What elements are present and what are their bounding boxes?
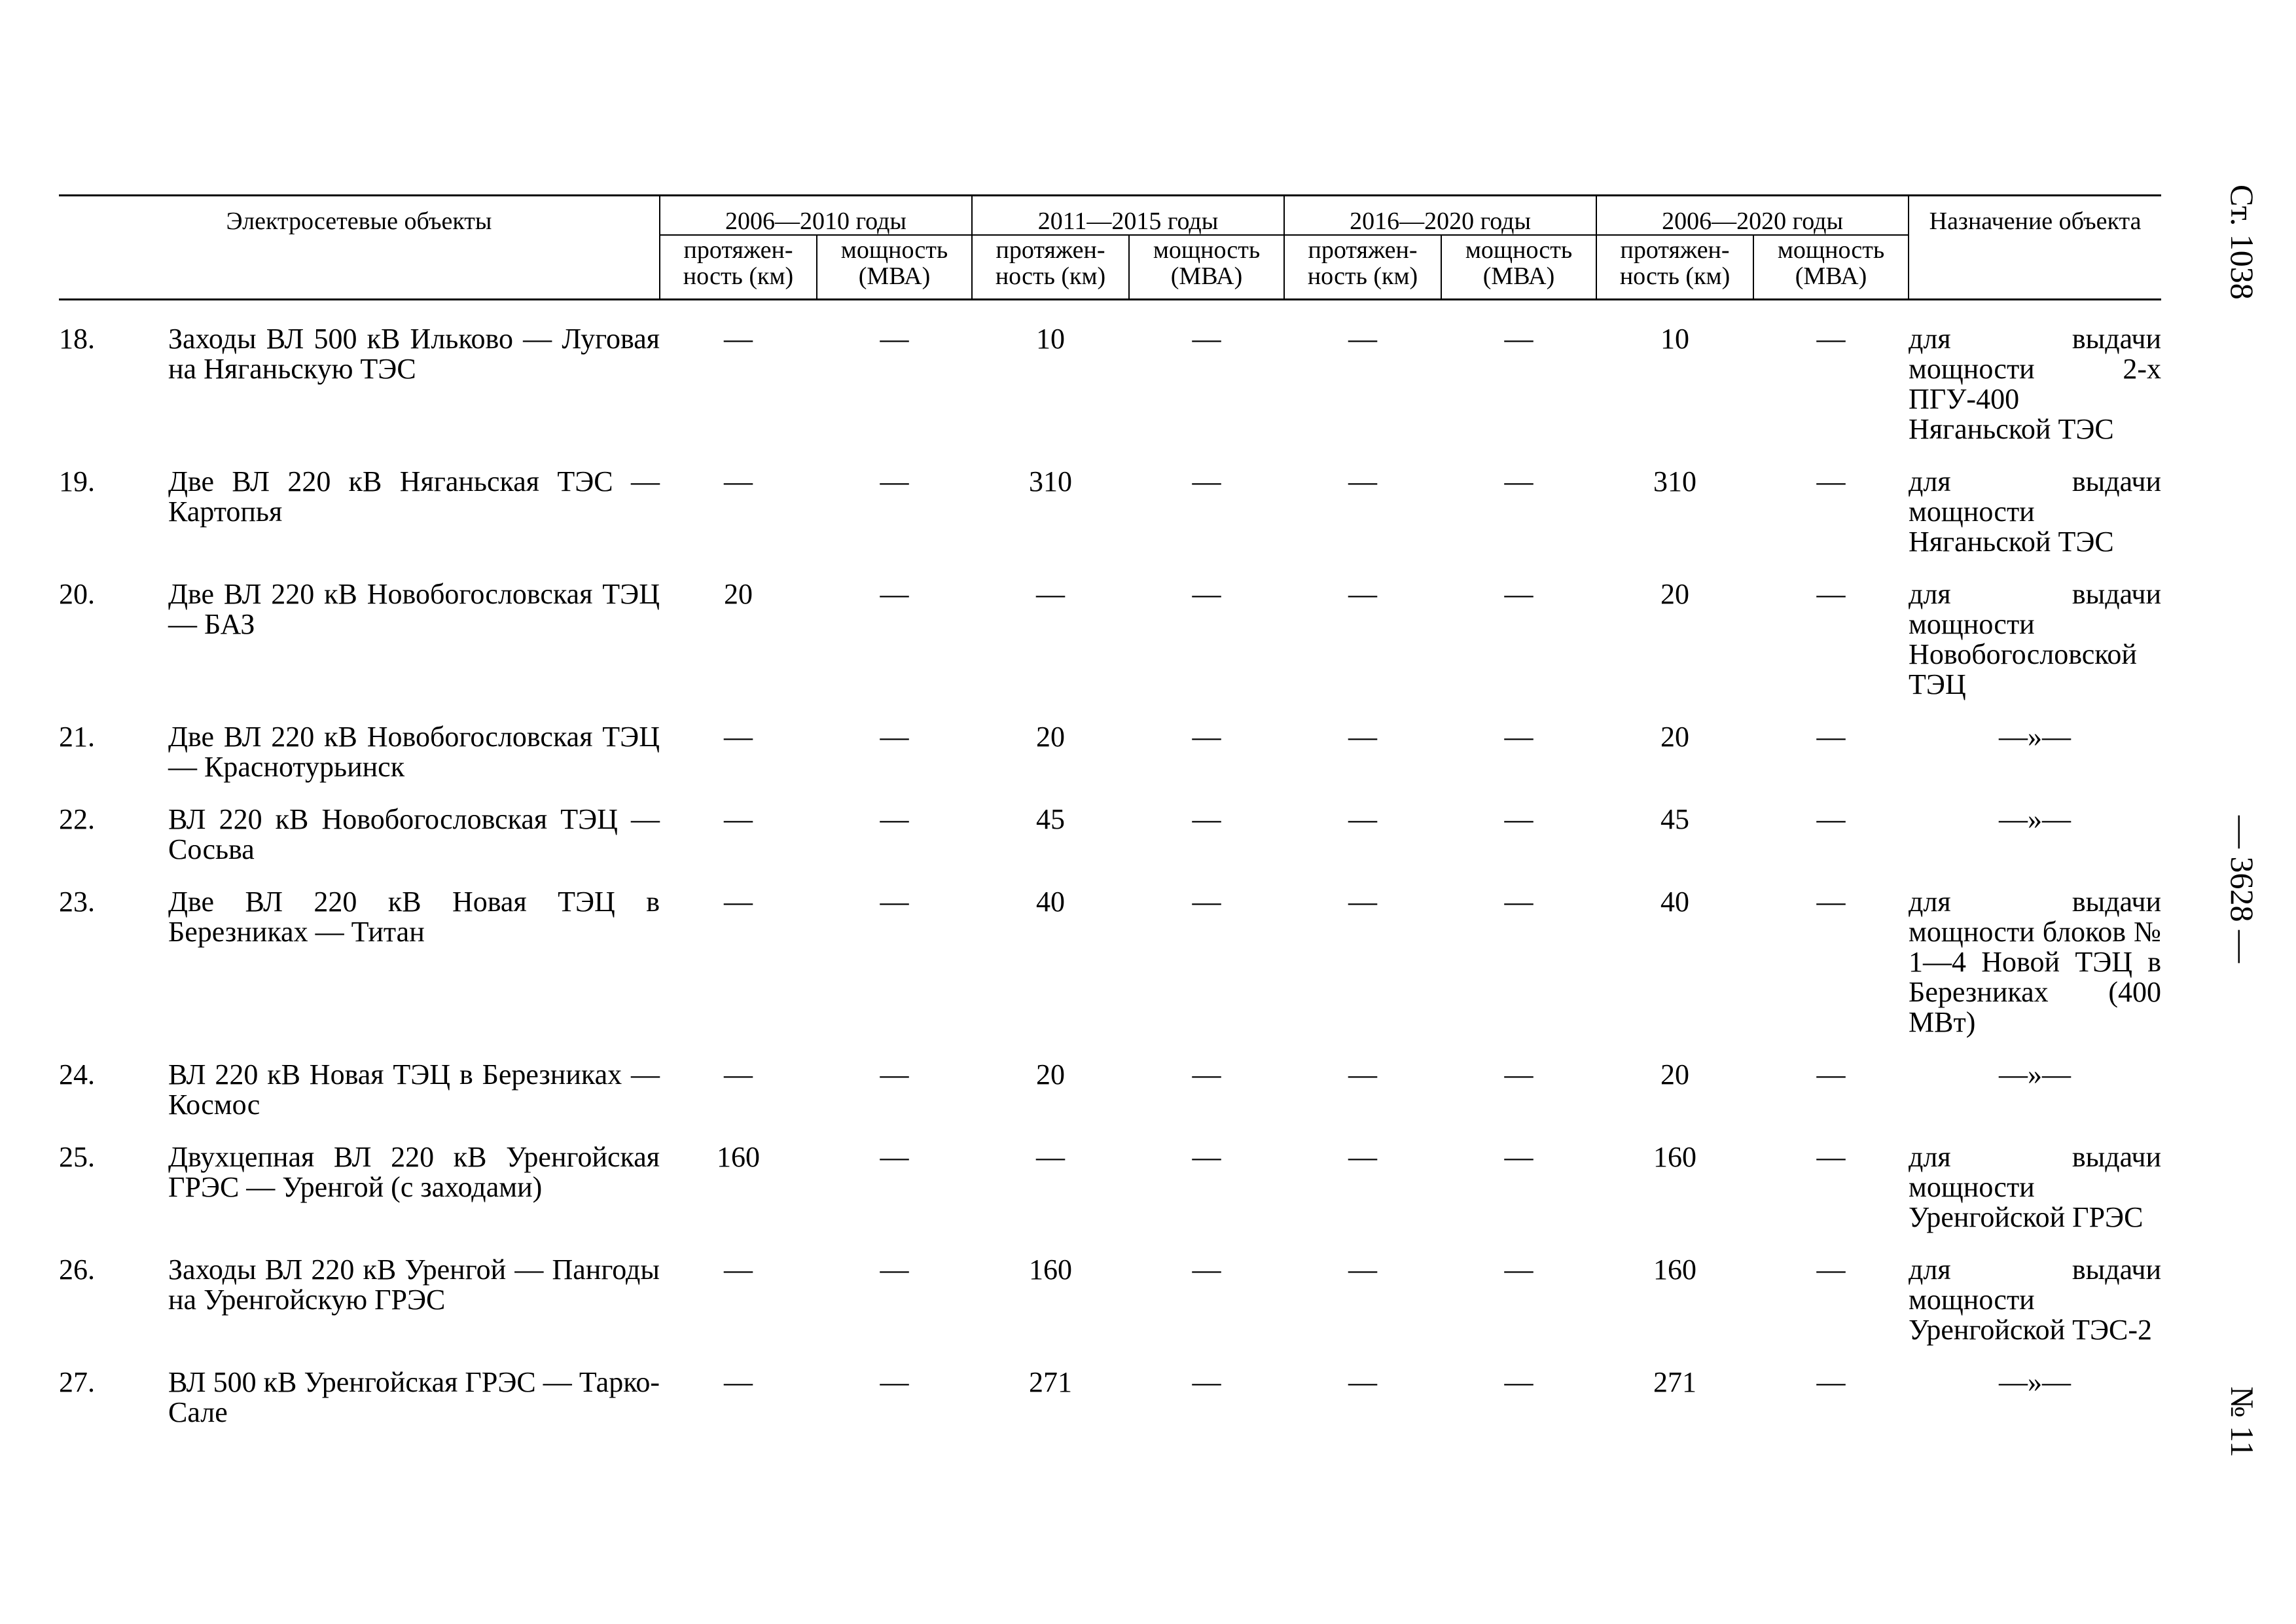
power-grid-table: [59, 194, 2161, 1428]
purpose-cell: для выдачи мощности 2-х ПГУ-400 Няганьской ТЭС: [1909, 323, 2162, 445]
power-cell: —: [1504, 721, 1534, 753]
header-row-periods: [59, 196, 2161, 236]
length-cell: 20: [1036, 1058, 1066, 1091]
length-cell: —: [724, 721, 753, 753]
power-cell: —: [1816, 465, 1846, 497]
row-number: 26.: [59, 1254, 95, 1286]
header-length: протяжен-ность (км): [972, 235, 1129, 300]
object-name: Двухцепная ВЛ 220 кВ Уренгойская ГРЭС — Уренгой (с заходами): [168, 1141, 660, 1203]
length-cell: —: [1348, 886, 1378, 918]
length-cell: 20: [1660, 721, 1690, 753]
row-number: 24.: [59, 1058, 95, 1091]
length-cell: 40: [1660, 886, 1690, 918]
header-power: мощность (МВА): [817, 235, 972, 300]
power-cell: —: [1816, 1254, 1846, 1286]
table-row: [59, 300, 2161, 445]
length-cell: —: [724, 465, 753, 497]
power-cell: —: [1192, 1254, 1221, 1286]
purpose-cell: для выдачи мощности блоков № 1—4 Новой ТЭЦ в Березниках (400 МВт): [1909, 886, 2162, 1038]
header-power: мощность (МВА): [1753, 235, 1909, 300]
table-row: [59, 1038, 2161, 1120]
header-period: 2006—2010 годы: [660, 196, 972, 236]
purpose-cell: —»—: [1999, 721, 2072, 753]
object-name: Две ВЛ 220 кВ Новобогословская ТЭЦ — БАЗ: [168, 578, 660, 640]
length-cell: 160: [1653, 1141, 1697, 1173]
row-number: 21.: [59, 721, 95, 753]
object-name: ВЛ 220 кВ Новобогословская ТЭЦ — Сосьва: [168, 803, 660, 865]
row-number: 22.: [59, 803, 95, 835]
power-cell: —: [880, 1366, 909, 1398]
table-row: [59, 444, 2161, 557]
power-cell: —: [880, 1058, 909, 1091]
power-cell: —: [880, 465, 909, 497]
header-length: протяжен-ность (км): [1596, 235, 1753, 300]
length-cell: —: [1348, 803, 1378, 835]
object-name: Две ВЛ 220 кВ Няганьская ТЭС — Картопья: [168, 465, 660, 528]
power-cell: —: [1192, 721, 1221, 753]
power-cell: —: [1816, 1058, 1846, 1091]
length-cell: —: [1348, 578, 1378, 610]
length-cell: 45: [1036, 803, 1066, 835]
row-number: 19.: [59, 465, 95, 497]
power-cell: —: [1504, 323, 1534, 355]
table-row: [59, 1120, 2161, 1233]
purpose-cell: для выдачи мощности Уренгойской ТЭС-2: [1909, 1254, 2162, 1346]
purpose-cell: —»—: [1999, 1366, 2072, 1398]
length-cell: —: [1348, 465, 1378, 497]
object-name: ВЛ 220 кВ Новая ТЭЦ в Березниках — Космос: [168, 1058, 660, 1121]
power-cell: —: [1504, 803, 1534, 835]
length-cell: 20: [1660, 1058, 1690, 1091]
page-marker: Ст. 1038: [2224, 185, 2261, 300]
power-cell: —: [1816, 1141, 1846, 1173]
purpose-cell: для выдачи мощности Новобогословской ТЭЦ: [1909, 578, 2162, 700]
length-cell: 20: [1660, 578, 1690, 610]
length-cell: —: [1348, 323, 1378, 355]
header-period: 2011—2015 годы: [972, 196, 1284, 236]
header-objects: Электросетевые объекты: [59, 196, 660, 300]
header-power: мощность (МВА): [1129, 235, 1284, 300]
table-row: [59, 700, 2161, 782]
length-cell: 310: [1029, 465, 1073, 497]
row-number: 25.: [59, 1141, 95, 1173]
power-cell: —: [1192, 578, 1221, 610]
power-cell: —: [1192, 1058, 1221, 1091]
purpose-cell: —»—: [1999, 803, 2072, 835]
row-number: 18.: [59, 323, 95, 355]
page-number: — 3628 —: [2224, 816, 2261, 963]
power-cell: —: [880, 578, 909, 610]
power-cell: —: [1192, 803, 1221, 835]
header-purpose: Назначение объекта: [1909, 196, 2161, 300]
object-name: ВЛ 500 кВ Уренгойская ГРЭС — Тарко-Сале: [168, 1366, 660, 1428]
row-number: 27.: [59, 1366, 95, 1398]
power-cell: —: [1816, 323, 1846, 355]
length-cell: 271: [1029, 1366, 1073, 1398]
power-cell: —: [1504, 578, 1534, 610]
power-cell: —: [1192, 1366, 1221, 1398]
issue-number: № 11: [2224, 1386, 2261, 1458]
power-cell: —: [1816, 721, 1846, 753]
header-power: мощность (МВА): [1441, 235, 1596, 300]
table-row: [59, 782, 2161, 865]
power-cell: —: [1504, 1141, 1534, 1173]
length-cell: —: [724, 886, 753, 918]
power-cell: —: [880, 803, 909, 835]
length-cell: —: [1348, 1254, 1378, 1286]
power-cell: —: [1192, 323, 1221, 355]
power-cell: —: [880, 323, 909, 355]
header-period: 2006—2020 годы: [1596, 196, 1909, 236]
purpose-cell: для выдачи мощности Уренгойской ГРЭС: [1909, 1141, 2162, 1233]
length-cell: 160: [717, 1141, 760, 1173]
length-cell: —: [724, 1254, 753, 1286]
power-cell: —: [1504, 886, 1534, 918]
power-cell: —: [1816, 1366, 1846, 1398]
length-cell: —: [1348, 721, 1378, 753]
length-cell: 160: [1653, 1254, 1697, 1286]
table-row: [59, 557, 2161, 700]
power-cell: —: [1192, 1141, 1221, 1173]
table-row: [59, 865, 2161, 1038]
length-cell: —: [1348, 1141, 1378, 1173]
length-cell: 40: [1036, 886, 1066, 918]
power-cell: —: [1816, 886, 1846, 918]
power-cell: —: [1504, 1058, 1534, 1091]
length-cell: 271: [1653, 1366, 1697, 1398]
table-row: [59, 1233, 2161, 1345]
row-number: 20.: [59, 578, 95, 610]
object-name: Заходы ВЛ 220 кВ Уренгой — Пангоды на Уренгойскую ГРЭС: [168, 1254, 660, 1316]
object-name: Две ВЛ 220 кВ Новая ТЭЦ в Березниках — Титан: [168, 886, 660, 948]
power-cell: —: [1504, 1366, 1534, 1398]
table-row: [59, 1345, 2161, 1428]
header-length: протяжен-ность (км): [660, 235, 817, 300]
length-cell: —: [724, 1058, 753, 1091]
power-cell: —: [1504, 465, 1534, 497]
power-cell: —: [1816, 803, 1846, 835]
power-cell: —: [880, 1254, 909, 1286]
length-cell: —: [1348, 1058, 1378, 1091]
length-cell: 310: [1653, 465, 1697, 497]
length-cell: —: [724, 803, 753, 835]
length-cell: 20: [724, 578, 753, 610]
length-cell: —: [1036, 578, 1066, 610]
length-cell: 20: [1036, 721, 1066, 753]
length-cell: 10: [1660, 323, 1690, 355]
length-cell: 160: [1029, 1254, 1073, 1286]
power-cell: —: [1192, 886, 1221, 918]
purpose-cell: для выдачи мощности Няганьской ТЭС: [1909, 465, 2162, 558]
length-cell: —: [1348, 1366, 1378, 1398]
length-cell: —: [724, 323, 753, 355]
purpose-cell: —»—: [1999, 1058, 2072, 1091]
row-number: 23.: [59, 886, 95, 918]
length-cell: —: [724, 1366, 753, 1398]
length-cell: 10: [1036, 323, 1066, 355]
power-cell: —: [880, 721, 909, 753]
length-cell: —: [1036, 1141, 1066, 1173]
object-name: Две ВЛ 220 кВ Новобогословская ТЭЦ — Краснотурьинск: [168, 721, 660, 783]
length-cell: 45: [1660, 803, 1690, 835]
power-cell: —: [1192, 465, 1221, 497]
power-cell: —: [1816, 578, 1846, 610]
header-length: протяжен-ность (км): [1284, 235, 1441, 300]
object-name: Заходы ВЛ 500 кВ Ильково — Луговая на Няганьскую ТЭС: [168, 323, 660, 385]
power-cell: —: [880, 886, 909, 918]
power-cell: —: [1504, 1254, 1534, 1286]
power-cell: —: [880, 1141, 909, 1173]
header-period: 2016—2020 годы: [1284, 196, 1596, 236]
